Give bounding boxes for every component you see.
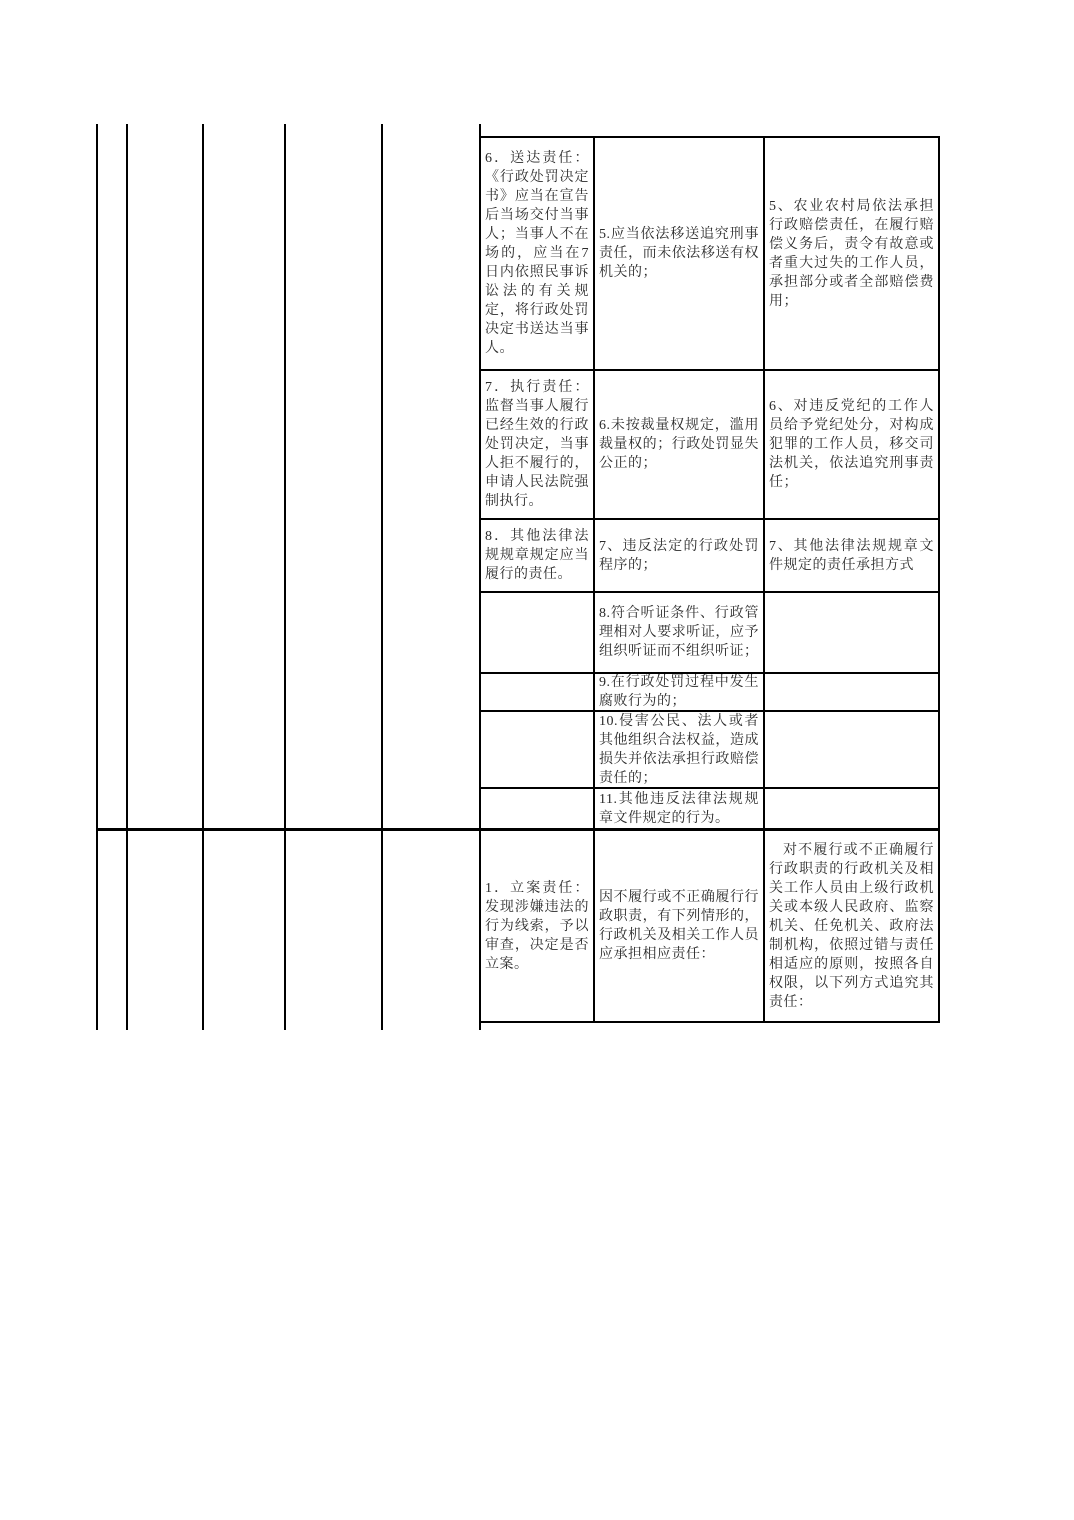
cell-text: 5.应当依法移送追究刑事责任，而未依法移送有权机关的；: [599, 227, 759, 280]
cell-text: 7、违反法定的行政处罚程序的；: [599, 538, 759, 573]
cell-text: 6、对违反党纪的工作人员给予党纪处分，对构成犯罪的工作人员，移交司法机关，依法追究刑事责任；: [769, 399, 934, 490]
left-empty-cell: [286, 124, 383, 828]
cell-r2-situation: [595, 371, 765, 520]
cell-text: 1．立案责任：发现涉嫌违法的行为线索，予以审查，决定是否立案。: [485, 880, 589, 972]
cell-text: 8.符合听证条件、行政管理相对人要求听证，应予组织听证而不组织听证；: [599, 606, 759, 659]
cell-r5-duty: [481, 674, 595, 712]
left-empty-cell: [128, 831, 204, 1030]
cell-text: 7、其他法律法规规章文件规定的责任承担方式: [769, 538, 934, 573]
left-empty-cell: [383, 124, 481, 828]
cell-r6-method: [765, 712, 938, 789]
cell-r1-method: [765, 138, 938, 371]
cell-text: 对不履行或不正确履行行政职责的行政机关及相关工作人员由上级行政机关或本级人民政府、监察机关、任免机关、政府法制机构，依照过错与责任相适应的原则，按照各自权限，以下列方式追究其责任：: [769, 842, 934, 1010]
left-empty-cell: [98, 831, 128, 1030]
cell-r4-duty: [481, 593, 595, 674]
cell-r2-method: [765, 371, 938, 520]
cell-r2-duty: [481, 371, 595, 520]
cell-r8-situation: [595, 831, 765, 1021]
left-empty-cell: [128, 124, 204, 828]
cell-r4-situation: [595, 593, 765, 674]
cell-text: 7．执行责任：监督当事人履行已经生效的行政处罚决定，当事人拒不履行的，申请人民法院强制执行。: [485, 380, 589, 509]
cell-r7-method: [765, 789, 938, 828]
left-continuation-columns-lower: [96, 828, 481, 1030]
cell-r6-duty: [481, 712, 595, 789]
cell-r5-method: [765, 674, 938, 712]
cell-r1-situation: [595, 138, 765, 371]
cell-r8-method: [765, 831, 938, 1021]
cell-r1-duty: [481, 138, 595, 371]
left-empty-cell: [98, 124, 128, 828]
cell-text: 8．其他法律法规规章规定应当履行的责任。: [485, 529, 589, 582]
cell-r6-situation: [595, 712, 765, 789]
left-empty-cell: [286, 831, 383, 1030]
cell-text: 5、农业农村局依法承担行政赔偿责任，在履行赔偿义务后，责令有故意或者重大过失的工作人员，承担部分或者全部赔偿费用；: [769, 198, 934, 309]
cell-r5-situation: [595, 674, 765, 712]
cell-r4-method: [765, 593, 938, 674]
cell-text: 6．送达责任：《行政处罚决定书》应当在宣告后当场交付当事人；当事人不在场的，应当在7日内依照民事诉讼法的有关规定，将行政处罚决定书送达当事人。: [485, 151, 589, 356]
cell-r7-duty: [481, 789, 595, 828]
cell-r3-duty: [481, 520, 595, 593]
responsibility-table-upper: [481, 136, 940, 828]
cell-r8-duty: [481, 831, 595, 1021]
left-continuation-columns-upper: [96, 124, 481, 828]
cell-text: 9.在行政处罚过程中发生腐败行为的；: [599, 675, 759, 709]
left-empty-cell: [204, 124, 286, 828]
cell-text: 10.侵害公民、法人或者其他组织合法权益，造成损失并依法承担行政赔偿责任的；: [599, 713, 759, 786]
cell-r3-method: [765, 520, 938, 593]
cell-text: 6.未按裁量权规定，滥用裁量权的；行政处罚显失公正的；: [599, 418, 759, 471]
cell-text: 11.其他违反法律法规规章文件规定的行为。: [599, 791, 759, 826]
cell-r3-situation: [595, 520, 765, 593]
responsibility-table-lower: [481, 828, 940, 1023]
cell-r7-situation: [595, 789, 765, 828]
left-empty-cell: [204, 831, 286, 1030]
cell-text: 因不履行或不正确履行行政职责，有下列情形的，行政机关及相关工作人员应承担相应责任：: [599, 890, 759, 962]
left-empty-cell: [383, 831, 481, 1030]
